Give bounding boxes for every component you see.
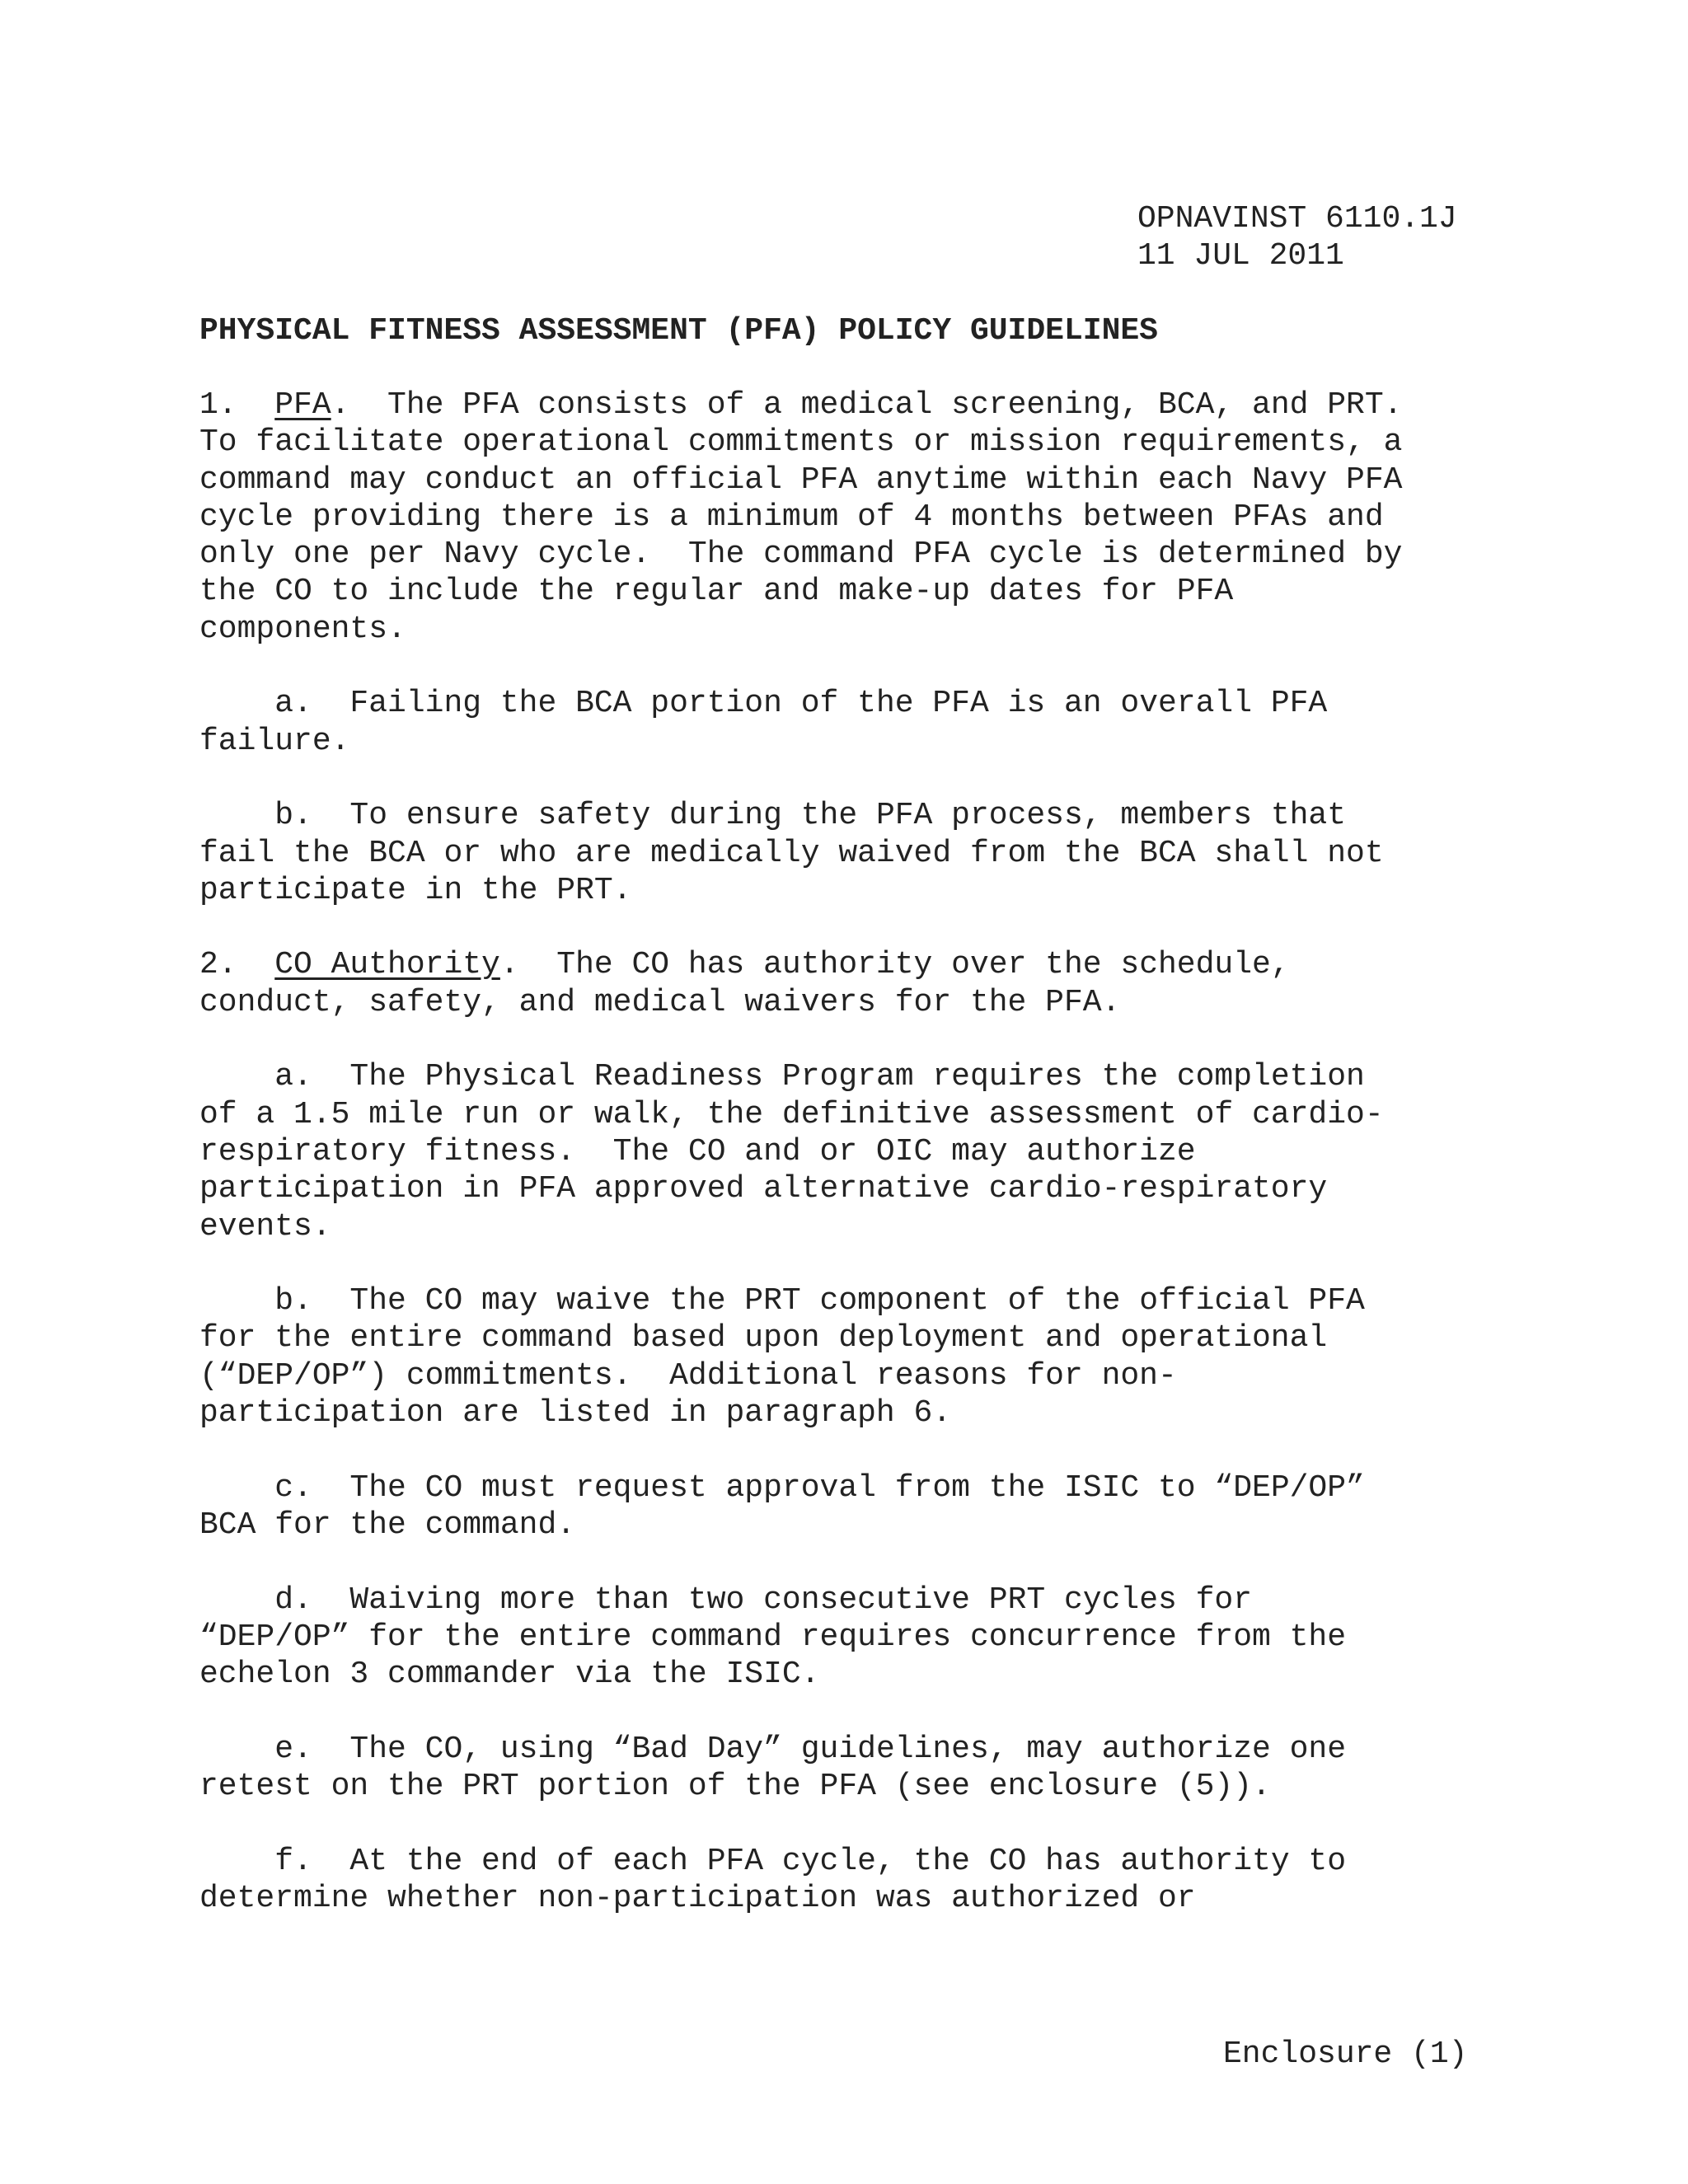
paragraph-1 [199,387,1485,648]
paragraph-1-text: . The PFA consists of a medical screening, BCA, and PRT. To facilitate operational commitments or mission requirements, a command may conduct an official PFA anytime within each Navy PFA cycle providing there is a minimum of 4 months between PFAs and only one per Navy cycle. The command PFA cycle is determined by the CO to include the regular and make-up dates for PFA components. [199,387,1403,647]
paragraph-2 [199,946,1485,1021]
paragraph-2c: c. The CO must request approval from the ISIC to “DEP/OP” BCA for the command. [199,1469,1365,1543]
paragraph-1-number: 1. [199,387,275,423]
document-body [199,387,1485,1954]
enclosure-label: Enclosure (1) [1223,2036,1468,2072]
paragraph-1a: a. Failing the BCA portion of the PFA is an overall PFA failure. [199,686,1328,759]
paragraph-2-text: . The CO has authority over the schedule, conduct, safety, and medical waivers for the PFA. [199,947,1290,1020]
paragraph-1b: b. To ensure safety during the PFA process, members that fail the BCA or who are medically waived from the BCA shall not participate in the PRT. [199,798,1384,908]
paragraph-2d: d. Waiving more than two consecutive PRT cycles for “DEP/OP” for the entire command requires concurrence from the echelon 3 commander via the ISIC. [199,1582,1347,1693]
paragraph-2a: a. The Physical Readiness Program requires the completion of a 1.5 mile run or walk, the definitive assessment of cardio- respiratory fitness. The CO and or OIC may authorize participation in PFA approved alternative cardio-respiratory events. [199,1059,1384,1244]
paragraph-2-heading: CO Authority [274,947,500,983]
document-header [1137,200,1457,274]
document-date: 11 JUL 2011 [1137,238,1344,274]
paragraph-2b: b. The CO may waive the PRT component of the official PFA for the entire command based upon deployment and operational (“DEP/OP”) commitments. Additional reasons for non- participation are listed in paragraph 6. [199,1283,1365,1432]
paragraph-2-number: 2. [199,947,275,983]
paragraph-2f: f. At the end of each PFA cycle, the CO has authority to determine whether non-participation was authorized or [199,1843,1347,1916]
document-number: OPNAVINST 6110.1J [1137,201,1457,237]
paragraph-2e: e. The CO, using “Bad Day” guidelines, may authorize one retest on the PRT portion of the PFA (see enclosure (5)). [199,1731,1347,1804]
paragraph-1-heading: PFA [274,387,331,423]
page-title: PHYSICAL FITNESS ASSESSMENT (PFA) POLICY GUIDELINES [199,313,1158,349]
